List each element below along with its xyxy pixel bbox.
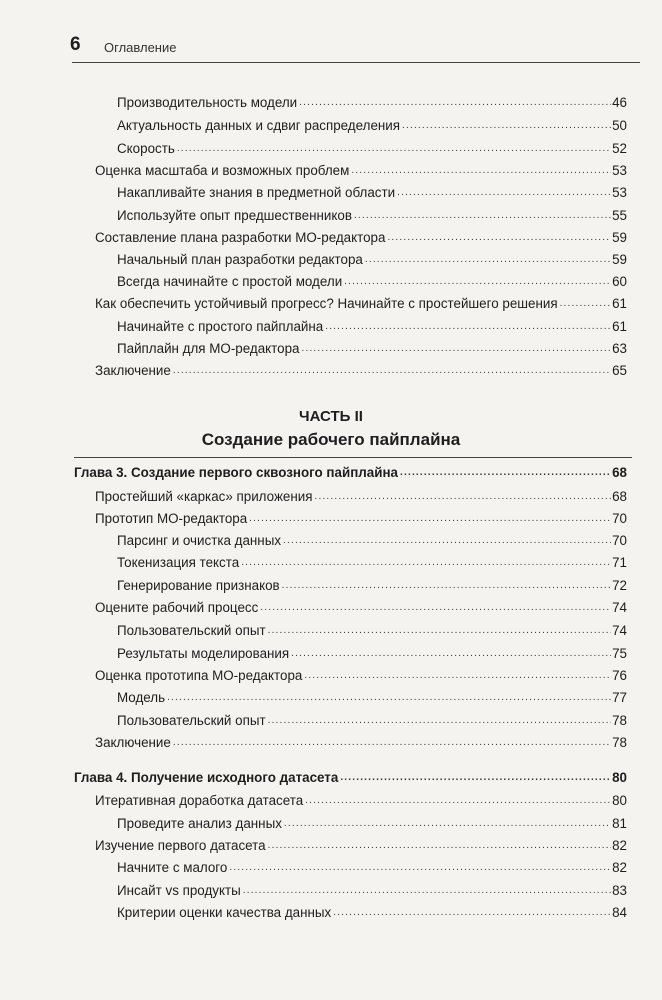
toc-entry-title: Пайплайн для МО-редактора: [117, 341, 300, 356]
toc-entry-title: Оцените рабочий процесс: [95, 600, 259, 615]
dot-leader: [299, 95, 611, 109]
toc-entry-title: Всегда начинайте с простой модели: [117, 274, 343, 289]
toc-entry-page: 78: [612, 735, 627, 750]
toc-entry-page: 53: [612, 163, 627, 178]
toc-entry-page: 70: [612, 533, 627, 548]
dot-leader: [177, 141, 611, 155]
toc-entry-title: Простейший «каркас» приложения: [95, 489, 313, 504]
toc-entry[interactable]: [117, 882, 627, 900]
dot-leader: [260, 600, 611, 614]
dot-leader: [344, 274, 611, 288]
chapter-title: Глава 4. Получение исходного датасета: [74, 770, 339, 785]
toc-entry-title: Прототип МО-редактора: [95, 511, 248, 526]
toc-entry[interactable]: [95, 229, 627, 247]
toc-entry[interactable]: [117, 554, 627, 572]
part-label: ЧАСТЬ II: [299, 408, 363, 425]
toc-entry[interactable]: [95, 792, 627, 810]
chapter-heading[interactable]: [74, 769, 627, 787]
toc-entry-title: Модель: [117, 690, 166, 705]
toc-entry[interactable]: [117, 117, 627, 135]
toc-entry-page: 59: [612, 252, 627, 267]
toc-entry[interactable]: [95, 837, 627, 855]
toc-entry[interactable]: [95, 667, 627, 685]
toc-entry[interactable]: [117, 622, 627, 640]
toc-entry[interactable]: [117, 184, 627, 202]
toc-entry-title: Составление плана разработки МО-редактора: [95, 230, 386, 245]
toc-entry-page: 46: [612, 95, 627, 110]
toc-entry-title: Скорость: [117, 141, 175, 156]
running-title: Оглавление: [104, 40, 177, 55]
toc-entry-title: Изучение первого датасета: [95, 838, 266, 853]
toc-entry-title: Пользовательский опыт: [117, 713, 266, 728]
toc-entry[interactable]: [117, 815, 627, 833]
toc-entry-page: 55: [612, 208, 627, 223]
toc-entry-page: 50: [612, 118, 627, 133]
toc-entry[interactable]: [117, 577, 627, 595]
dot-leader: [229, 860, 611, 874]
dot-leader: [268, 713, 612, 727]
toc-entry-title: Пользовательский опыт: [117, 623, 266, 638]
dot-leader: [397, 185, 611, 199]
toc-entry-title: Генерирование признаков: [117, 578, 280, 593]
chapter-page: 80: [612, 770, 627, 785]
toc-entry[interactable]: [117, 645, 627, 663]
toc-entry-page: 60: [612, 274, 627, 289]
dot-leader: [354, 208, 611, 222]
toc-entry-title: Начинайте с простого пайплайна: [117, 319, 324, 334]
toc-entry-page: 75: [612, 646, 627, 661]
toc-entry-title: Токенизация текста: [117, 555, 240, 570]
chapter-page: 68: [612, 465, 627, 480]
toc-entry[interactable]: [117, 904, 627, 922]
dot-leader: [249, 511, 611, 525]
toc-entry-page: 59: [612, 230, 627, 245]
toc-entry-title: Оценка прототипа МО-редактора: [95, 668, 303, 683]
toc-entry-page: 83: [612, 883, 627, 898]
page-number: 6: [70, 34, 81, 55]
dot-leader: [400, 465, 611, 479]
toc-entry[interactable]: [117, 207, 627, 225]
header-rule: [72, 62, 640, 63]
toc-entry[interactable]: [117, 532, 627, 550]
toc-entry-page: 61: [612, 319, 627, 334]
chapter-heading[interactable]: [74, 464, 627, 482]
toc-entry-page: 81: [612, 816, 627, 831]
toc-entry[interactable]: [95, 734, 627, 752]
dot-leader: [282, 578, 611, 592]
toc-entry-page: 77: [612, 690, 627, 705]
toc-entry[interactable]: [95, 162, 627, 180]
dot-leader: [243, 883, 611, 897]
toc-entry-page: 84: [612, 905, 627, 920]
toc-entry[interactable]: [117, 689, 627, 707]
toc-entry-title: Актуальность данных и сдвиг распределения: [117, 118, 401, 133]
toc-entry-page: 61: [612, 296, 627, 311]
toc-entry[interactable]: [117, 859, 627, 877]
toc-entry-title: Накапливайте знания в предметной области: [117, 185, 396, 200]
toc-entry[interactable]: [117, 318, 627, 336]
toc-entry-page: 72: [612, 578, 627, 593]
dot-leader: [305, 793, 611, 807]
dot-leader: [340, 770, 611, 784]
toc-entry[interactable]: [95, 510, 627, 528]
toc-entry-title: Инсайт vs продукты: [117, 883, 241, 898]
toc-entry-title: Проведите анализ данных: [117, 816, 282, 831]
toc-entry[interactable]: [117, 712, 627, 730]
dot-leader: [283, 533, 611, 547]
toc-entry-page: 70: [612, 511, 627, 526]
toc-entry[interactable]: [117, 251, 627, 269]
toc-entry-title: Производительность модели: [117, 95, 298, 110]
dot-leader: [314, 489, 611, 503]
dot-leader: [402, 118, 611, 132]
dot-leader: [241, 555, 611, 569]
toc-entry-title: Итеративная доработка датасета: [95, 793, 304, 808]
toc-entry-page: 82: [612, 838, 627, 853]
toc-entry-page: 52: [612, 141, 627, 156]
toc-entry-title: Начните с малого: [117, 860, 228, 875]
dot-leader: [284, 816, 611, 830]
toc-entry-page: 65: [612, 363, 627, 378]
toc-entry[interactable]: [95, 295, 627, 313]
toc-entry[interactable]: [95, 488, 627, 506]
toc-entry-title: Оценка масштаба и возможных проблем: [95, 163, 350, 178]
dot-leader: [365, 252, 611, 266]
toc-entry-title: Результаты моделирования: [117, 646, 290, 661]
toc-entry[interactable]: [117, 273, 627, 291]
toc-entry-page: 63: [612, 341, 627, 356]
toc-entry-title: Парсинг и очистка данных: [117, 533, 282, 548]
dot-leader: [387, 230, 611, 244]
toc-entry-title: Используйте опыт предшественников: [117, 208, 352, 223]
dot-leader: [268, 838, 611, 852]
toc-entry[interactable]: [117, 140, 627, 158]
toc-entry-page: 76: [612, 668, 627, 683]
toc-entry-page: 80: [612, 793, 627, 808]
toc-entry-page: 74: [612, 600, 627, 615]
dot-leader: [351, 163, 611, 177]
toc-entry-title: Заключение: [95, 363, 171, 378]
part-rule: [74, 457, 632, 458]
dot-leader: [173, 735, 611, 749]
dot-leader: [304, 668, 611, 682]
toc-entry[interactable]: [95, 362, 627, 380]
chapter-title: Глава 3. Создание первого сквозного пайплайна: [74, 465, 399, 480]
dot-leader: [291, 646, 611, 660]
toc-entry[interactable]: [117, 94, 627, 112]
dot-leader: [301, 341, 611, 355]
toc-entry-page: 82: [612, 860, 627, 875]
dot-leader: [268, 623, 612, 637]
toc-entry-title: Начальный план разработки редактора: [117, 252, 363, 267]
toc-entry[interactable]: [95, 599, 627, 617]
toc-entry-page: 53: [612, 185, 627, 200]
dot-leader: [167, 690, 611, 704]
toc-entry-page: 78: [612, 713, 627, 728]
toc-entry-title: Заключение: [95, 735, 171, 750]
part-title: Создание рабочего пайплайна: [201, 430, 461, 449]
toc-entry-title: Как обеспечить устойчивый прогресс? Начинайте с простейшего решения: [95, 296, 558, 311]
toc-entry-page: 71: [612, 555, 627, 570]
dot-leader: [325, 319, 611, 333]
dot-leader: [173, 363, 611, 377]
dot-leader: [333, 905, 611, 919]
dot-leader: [560, 296, 612, 310]
toc-entry-title: Критерии оценки качества данных: [117, 905, 332, 920]
toc-entry[interactable]: [117, 340, 627, 358]
toc-entry-page: 68: [612, 489, 627, 504]
toc-entry-page: 74: [612, 623, 627, 638]
